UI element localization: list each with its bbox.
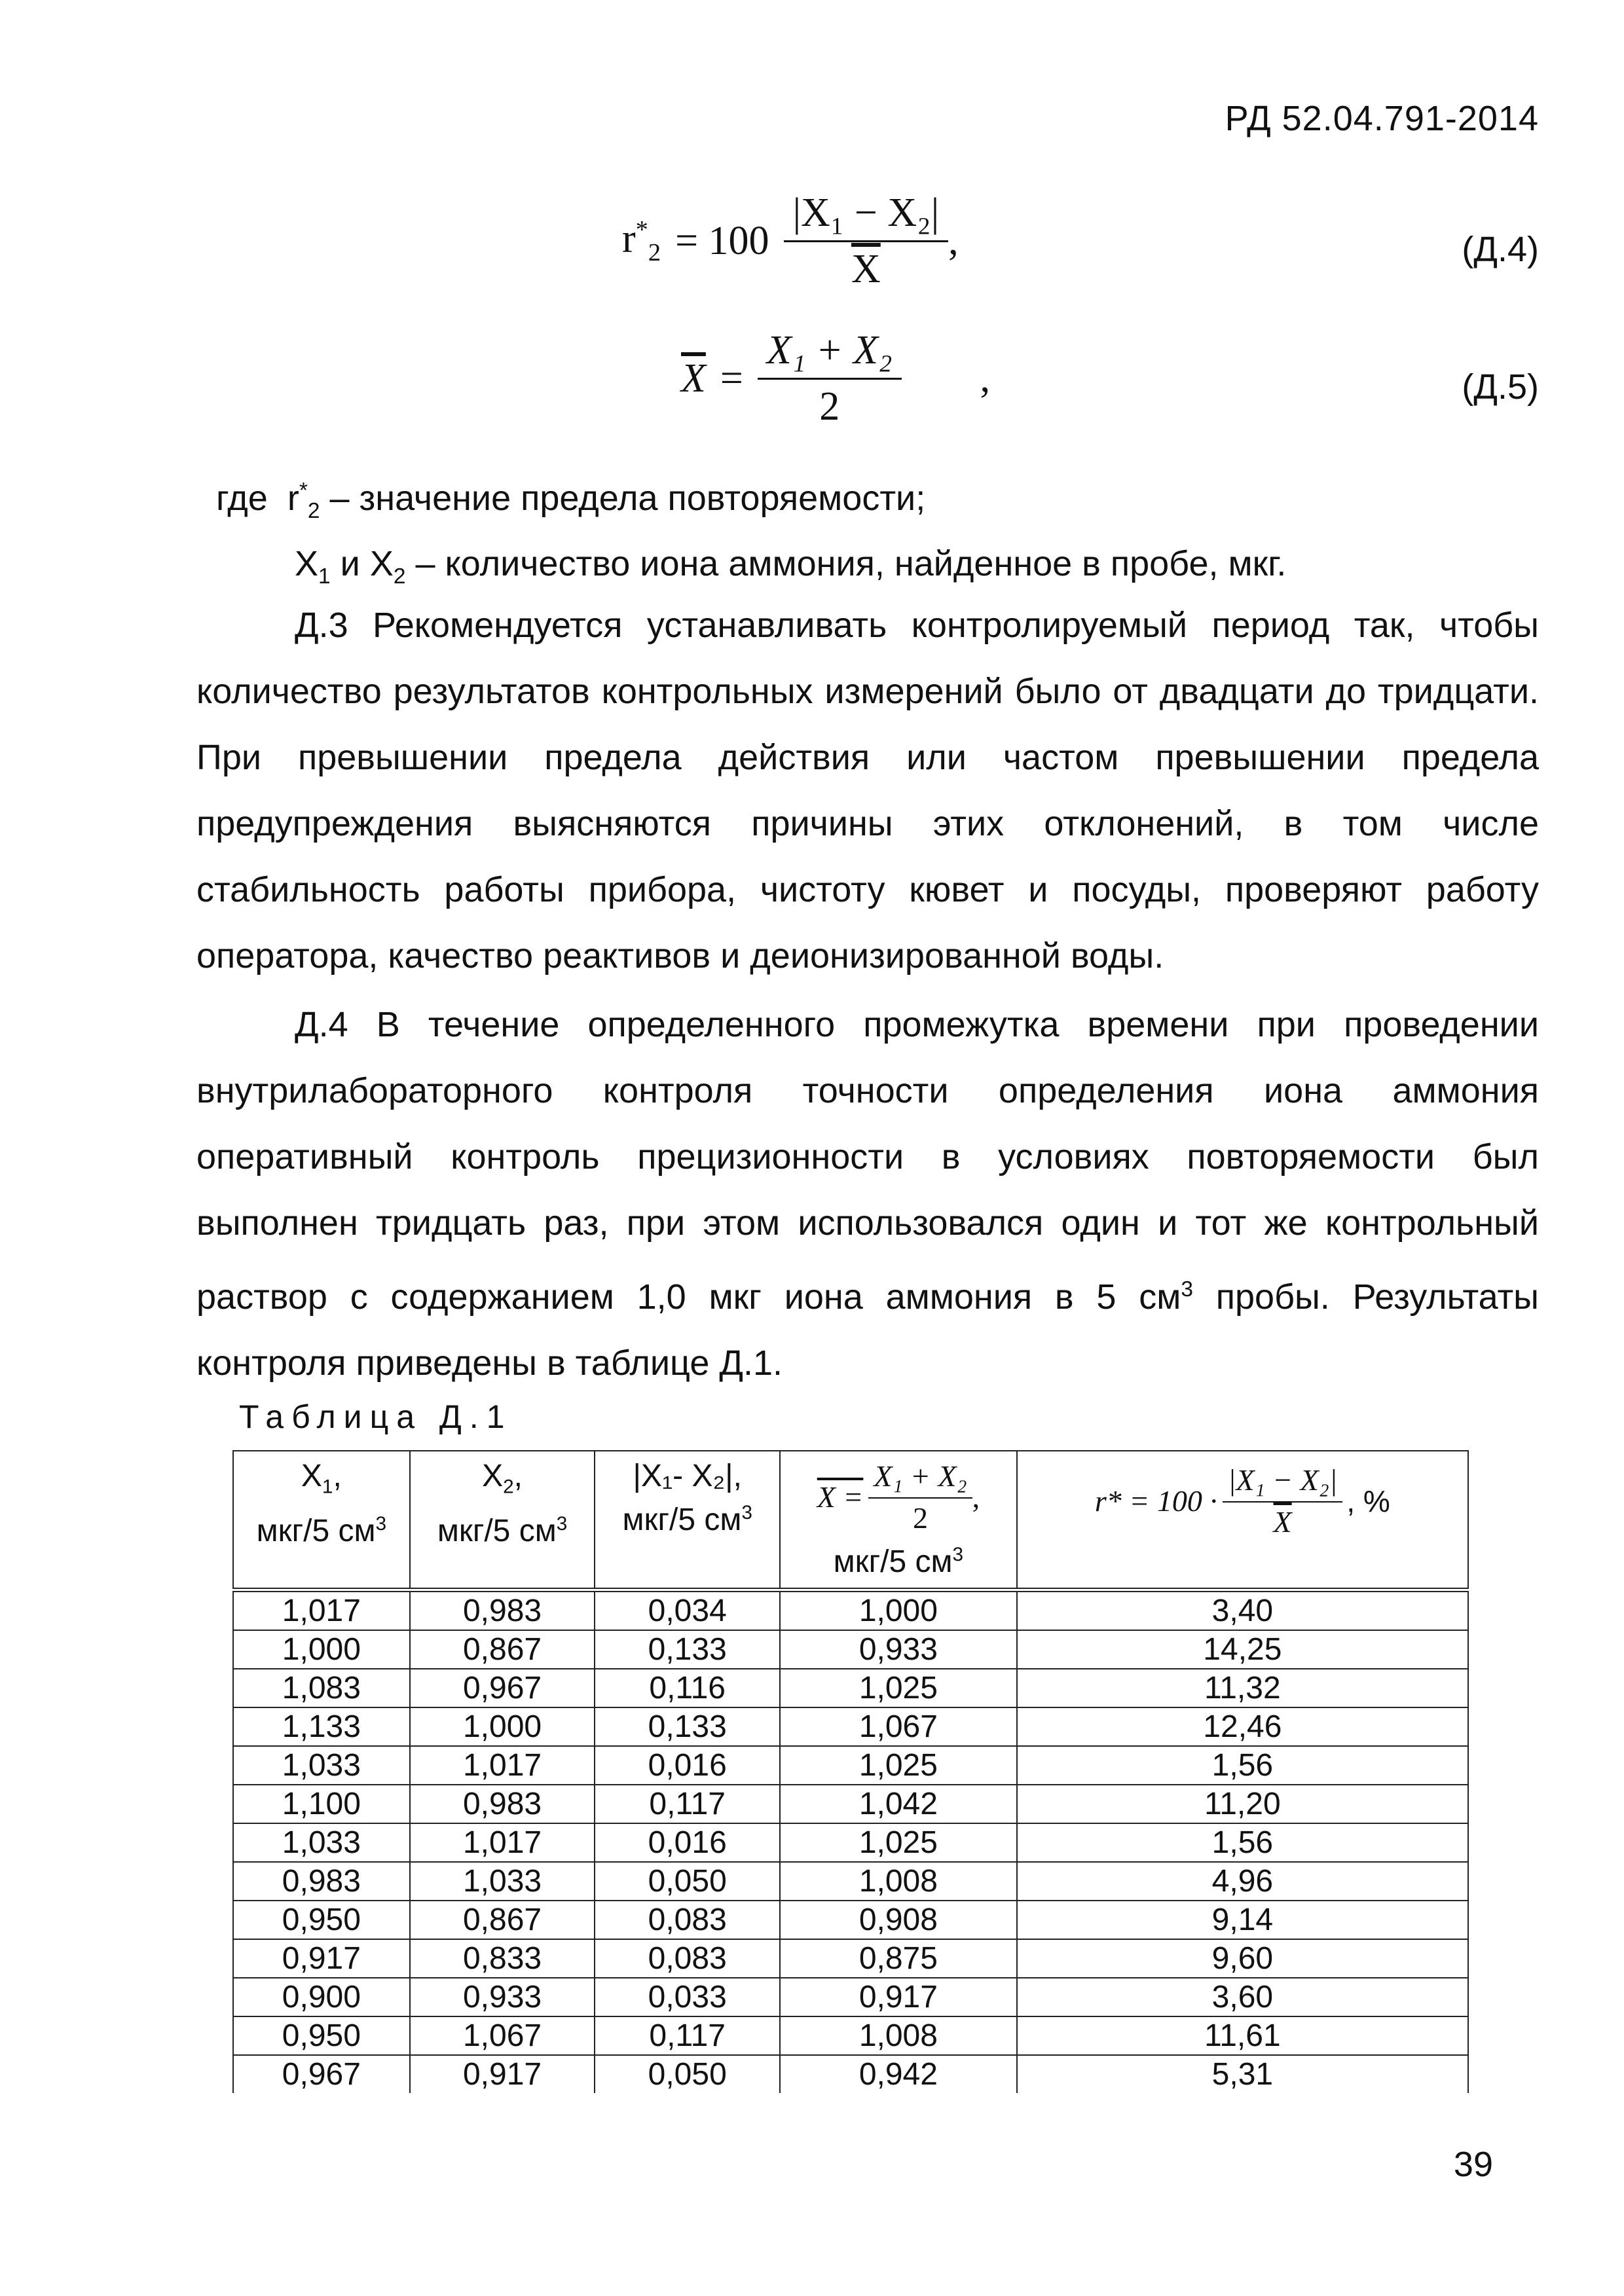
equation-d4 — [622, 190, 959, 293]
paragraph-d3-text: Д.3 Рекомендуется устанавливать контролируемый период так, чтобы количество результатов контрольных измерений было от двадцати до тридцати. При превышении предела действия или частом превышении предела предупреждения выясняются причины этих отклонений, в том числе стабильность работы прибора, чистоту кювет и посуды, проверяют работу оператора, качество реактивов и деионизированной воды. — [196, 606, 1539, 975]
table-cell: 1,033 — [410, 1862, 595, 1901]
table-cell: 0,983 — [233, 1862, 410, 1901]
equation-d4-label: (Д.4) — [1462, 230, 1539, 269]
eq4-lhs: $r^*_2$ — [622, 215, 661, 267]
results-table — [232, 1450, 1469, 2093]
table-cell: 1,042 — [780, 1785, 1017, 1823]
table-cell: 0,983 — [410, 1590, 595, 1631]
eq4-fraction — [784, 190, 949, 293]
table-row — [233, 1630, 1468, 1669]
table-cell: 0,900 — [233, 1978, 410, 2016]
table-cell: 0,917 — [233, 1939, 410, 1978]
table-cell: 0,016 — [595, 1823, 780, 1862]
table-cell: 0,033 — [595, 1978, 780, 2016]
table-row — [233, 1939, 1468, 1978]
table-row — [233, 1901, 1468, 1939]
table-cell: 0,967 — [410, 1669, 595, 1707]
table-row — [233, 1978, 1468, 2016]
header-x1: $X_1$, мкг/5 $см^3$ — [233, 1451, 410, 1590]
page-number: 39 — [1453, 2145, 1493, 2184]
table-row — [233, 1862, 1468, 1901]
header-r-star: r* = 100 · $\frac{\text{|X₁ − X₂|}}{X}$ , % — [1017, 1451, 1468, 1590]
table-cell: 0,917 — [780, 1978, 1017, 2016]
equation-d5-label: (Д.5) — [1462, 367, 1539, 407]
table-cell: 0,950 — [233, 1901, 410, 1939]
eq5-denominator: 2 — [819, 384, 840, 429]
table-row — [233, 1746, 1468, 1785]
table-cell: 0,133 — [595, 1707, 780, 1746]
table-cell: 1,025 — [780, 1746, 1017, 1785]
header-mean: X = $\frac{\text{X₁ + X₂}}{2}$ , мкг/5 $см^3$ — [780, 1451, 1017, 1590]
table-cell: 0,942 — [780, 2055, 1017, 2093]
table-row — [233, 1785, 1468, 1823]
paragraph-d4-text: Д.4 В течение определенного промежутка времени при проведении внутрилабораторного контроля точности определения иона аммония оперативный контроль прецизионности в условиях повторяемости был выполнен тридцать раз, при этом использовался один и тот же контрольный раствор с содержанием 1,0 мкг иона аммония в 5 $см^3$ пробы. Результаты контроля приведены в таблице Д.1. — [196, 1005, 1539, 1383]
table-cell: 0,034 — [595, 1590, 780, 1631]
definition-x1-x2: $X_1$ и $X_2$ – количество иона аммония, найденное в пробе, мкг. — [295, 544, 1287, 589]
table-cell: 1,017 — [233, 1590, 410, 1631]
table-cell: 0,050 — [595, 2055, 780, 2093]
table-cell: 1,000 — [233, 1630, 410, 1669]
equation-d5 — [681, 327, 990, 430]
table-header-row — [233, 1451, 1468, 1590]
eq4-tail: , — [948, 219, 959, 263]
table-cell: 0,983 — [410, 1785, 595, 1823]
table-cell: 1,008 — [780, 1862, 1017, 1901]
table-cell: 9,14 — [1017, 1901, 1468, 1939]
table-cell: 4,96 — [1017, 1862, 1468, 1901]
paragraph-d3 — [196, 592, 1539, 989]
definition-r2: где $r^*_2$ – значение предела повторяемости; — [216, 479, 926, 523]
table-row — [233, 1707, 1468, 1746]
table-cell: 14,25 — [1017, 1630, 1468, 1669]
table-cell: 0,867 — [410, 1901, 595, 1939]
table-row — [233, 1823, 1468, 1862]
table-cell: 0,117 — [595, 2016, 780, 2055]
table-cell: 11,61 — [1017, 2016, 1468, 2055]
eq4-equals: = 100 — [675, 219, 769, 263]
table-cell: 1,000 — [780, 1590, 1017, 1631]
table-cell: 0,016 — [595, 1746, 780, 1785]
table-cell: 0,117 — [595, 1785, 780, 1823]
table-cell: 0,908 — [780, 1901, 1017, 1939]
table-cell: 11,20 — [1017, 1785, 1468, 1823]
table-cell: 1,067 — [780, 1707, 1017, 1746]
eq4-denominator: X — [851, 247, 881, 291]
table-cell: 0,083 — [595, 1901, 780, 1939]
header-x2: $X_2$, мкг/5 $см^3$ — [410, 1451, 595, 1590]
eq5-fraction — [758, 327, 902, 430]
table-cell: 1,083 — [233, 1669, 410, 1707]
table-cell: 1,56 — [1017, 1823, 1468, 1862]
paragraph-d4 — [196, 992, 1539, 1396]
table-cell: 0,867 — [410, 1630, 595, 1669]
table-row — [233, 1669, 1468, 1707]
table-cell: 11,32 — [1017, 1669, 1468, 1707]
table-cell: 0,917 — [410, 2055, 595, 2093]
table-cell: 1,025 — [780, 1669, 1017, 1707]
table-cell: 0,133 — [595, 1630, 780, 1669]
table-cell: 1,56 — [1017, 1746, 1468, 1785]
table-row — [233, 2016, 1468, 2055]
table-cell: 1,025 — [780, 1823, 1017, 1862]
eq5-equals: = — [720, 356, 743, 401]
table-cell: 0,933 — [410, 1978, 595, 2016]
table-cell: 9,60 — [1017, 1939, 1468, 1978]
table-cell: 5,31 — [1017, 2055, 1468, 2093]
table-caption: Таблица Д.1 — [239, 1398, 513, 1435]
table-cell: 1,067 — [410, 2016, 595, 2055]
table-cell: 1,033 — [233, 1746, 410, 1785]
table-cell: 0,967 — [233, 2055, 410, 2093]
table-row — [233, 2055, 1468, 2093]
table-cell: 1,133 — [233, 1707, 410, 1746]
eq5-lhs: $\overline{X}$ — [681, 356, 706, 401]
table-cell: 12,46 — [1017, 1707, 1468, 1746]
eq5-tail: , — [980, 356, 991, 401]
eq4-numerator: |X₁ − X₂| — [784, 190, 949, 242]
table-cell: 0,083 — [595, 1939, 780, 1978]
header-abs-diff: |X₁- X₂|, мкг/5 $см^3$ — [595, 1451, 780, 1590]
table-cell: 0,833 — [410, 1939, 595, 1978]
table-cell: 1,100 — [233, 1785, 410, 1823]
eq5-numerator: X₁ + X₂ — [758, 327, 902, 380]
table-cell: 1,033 — [233, 1823, 410, 1862]
table-cell: 0,875 — [780, 1939, 1017, 1978]
table-cell: 1,017 — [410, 1823, 595, 1862]
table-cell: 1,000 — [410, 1707, 595, 1746]
table-cell: 1,008 — [780, 2016, 1017, 2055]
table-cell: 0,950 — [233, 2016, 410, 2055]
table-row — [233, 1590, 1468, 1631]
table-cell: 0,116 — [595, 1669, 780, 1707]
document-number: РД 52.04.791-2014 — [1225, 99, 1539, 138]
table-cell: 1,017 — [410, 1746, 595, 1785]
table-cell: 0,933 — [780, 1630, 1017, 1669]
table-cell: 3,40 — [1017, 1590, 1468, 1631]
table-cell: 3,60 — [1017, 1978, 1468, 2016]
table-cell: 0,050 — [595, 1862, 780, 1901]
